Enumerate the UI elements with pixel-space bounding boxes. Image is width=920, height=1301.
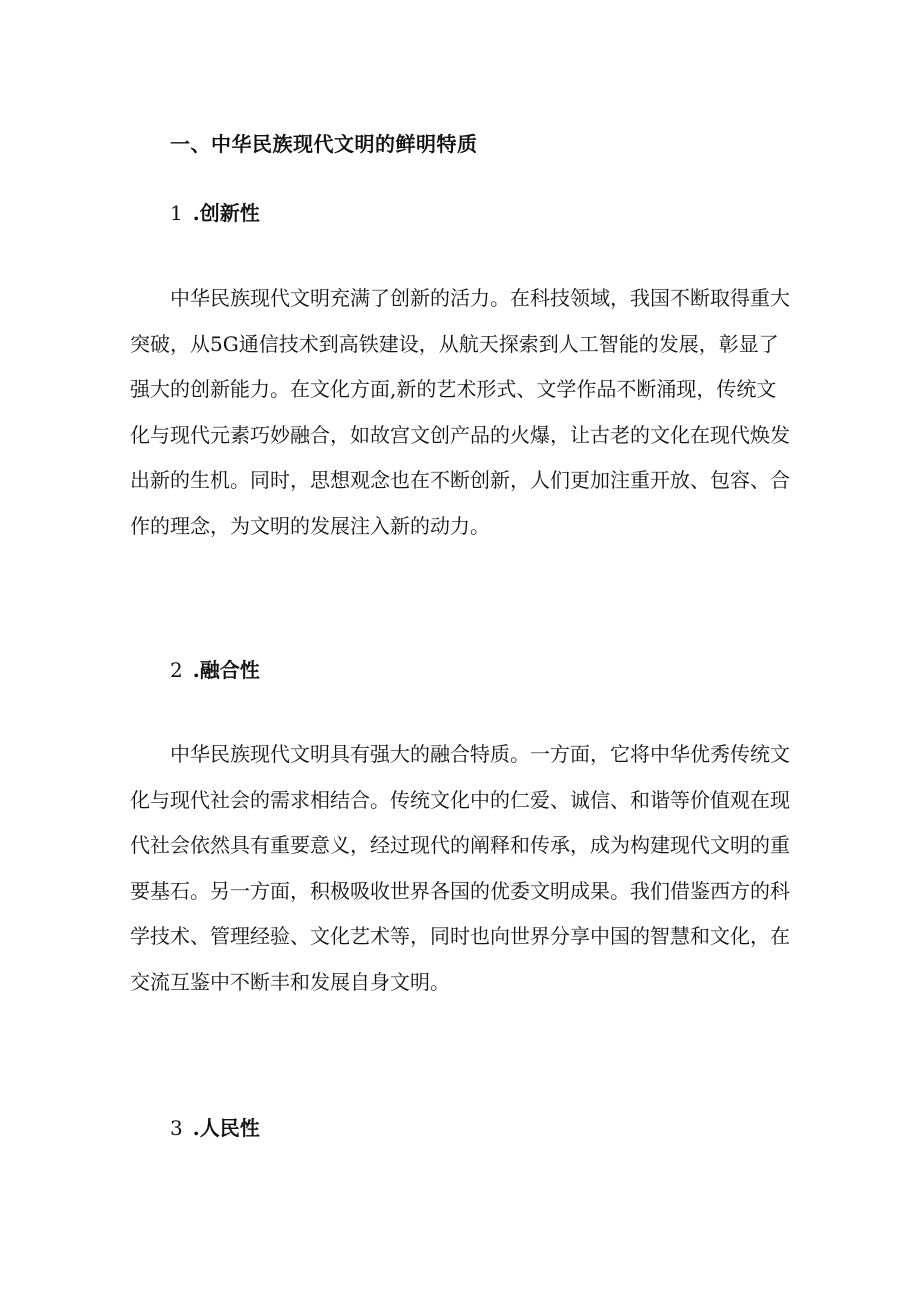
paragraph-innovation (130, 276, 800, 549)
paragraph-line: 交流互鉴中不断丰和发展自身文明。 (130, 969, 450, 994)
paragraph-line: 出新的生机。同时，思想观念也在不断创新，人们更加注重开放、包容、合 (130, 468, 790, 492)
paragraph-line: 作的理念，为文明的发展注入新的动力。 (130, 513, 490, 538)
subheading-title: .人民性 (192, 1116, 260, 1140)
paragraph-line: 中华民族现代文明具有强大的融合特质。一方面，它将中华优秀传统文 (170, 742, 790, 766)
subheading-integration (170, 654, 260, 683)
paragraph-line: 代社会依然具有重要意义，经过现代的阐释和传承，成为构建现代文明的重 (130, 833, 790, 857)
subheading-innovation (170, 197, 260, 226)
subheading-people (170, 1112, 260, 1141)
paragraph-line: 中华民族现代文明充满了创新的活力。在科技领域，我国不断取得重大 (170, 286, 790, 310)
subheading-number: 2 (170, 658, 183, 682)
subheading-number: 3 (170, 1116, 183, 1140)
paragraph-line: 学技术、管理经验、文化艺术等，同时也向世界分享中国的智慧和文化，在 (130, 924, 790, 948)
paragraph-line: 突破，从5G通信技术到高铁建设，从航天探索到人工智能的发展，彰显了 (130, 331, 779, 356)
paragraph-line: 化与现代元素巧妙融合，如故宫文创产品的火爆，让古老的文化在现代焕发 (130, 422, 790, 447)
section-heading: 一、中华民族现代文明的鲜明特质 (170, 132, 478, 156)
paragraph-line: 强大的创新能力。在文化方面,新的艺术形式、文学作品不断涌现，传统文 (130, 377, 777, 401)
subheading-number: 1 (170, 201, 183, 225)
paragraph-line: 化与现代社会的需求相结合。传统文化中的仁爱、诚信、和谐等价值观在现 (130, 787, 790, 812)
paragraph-line: 要基石。另一方面，积极吸收世界各国的优委文明成果。我们借鉴西方的科 (130, 878, 790, 903)
subheading-title: .创新性 (192, 201, 260, 225)
subheading-title: .融合性 (192, 658, 260, 682)
paragraph-integration (130, 732, 800, 1005)
